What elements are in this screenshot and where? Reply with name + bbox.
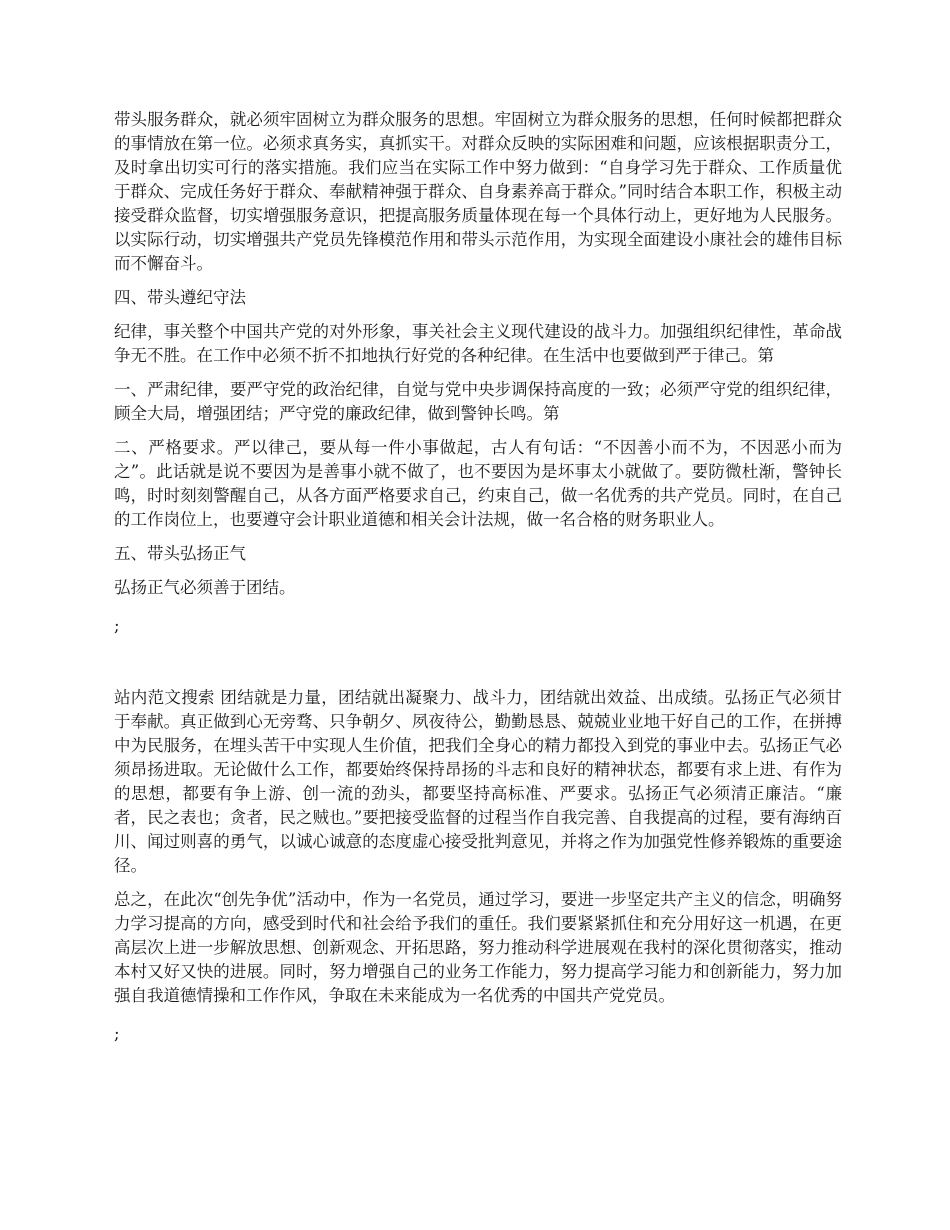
separator-semicolon: ; xyxy=(114,616,120,635)
paragraph-serve-masses: 带头服务群众，就必须牢固树立为群众服务的思想。牢固树立为群众服务的思想，任何时候都把群众的事情放在第一位。必须求真务实，真抓实干。对群众反映的实际困难和问题，应该根据职责分工，及时拿出切实可行的落实措施。我们应当在实际工作中努力做到：“自身学习先于群众、工作质量优于群众、完成任务好于群众、奉献精神强于群众、自身素养高于群众。”同时结合本职工作，积极主动接受群众监督，切实增强服务意识，把提高服务质量体现在每一个具体行动上，更好地为人民服务。以实际行动，切实增强共产党员先锋模范作用和带头示范作用，为实现全面建设小康社会的雄伟目标而不懈奋斗。 xyxy=(114,110,842,273)
heading-section-five: 五、带头弘扬正气 xyxy=(114,544,246,563)
paragraph-discipline: 纪律，事关整个中国共产党的对外形象，事关社会主义现代建设的战斗力。加强组织纪律性，革命战争无不胜。在工作中必须不折不扣地执行好党的各种纪律。在生活中也要做到严于律己。第 xyxy=(114,322,842,365)
heading-section-four: 四、带头遵纪守法 xyxy=(114,288,246,307)
paragraph-righteousness: 站内范文搜索 团结就是力量，团结就出凝聚力、战斗力，团结就出效益、出成绩。弘扬正气必须甘于奉献。真正做到心无旁骛、只争朝夕、夙夜待公，勤勤恳恳、兢兢业业地干好自己的工作，在拼搏中为民服务，在埋头苦干中实现人生价值，把我们全身心的精力都投入到党的事业中去。弘扬正气必须昂扬进取。无论做什么工作，都要始终保持昂扬的斗志和良好的精神状态，都要有求上进、有作为的思想，都要有争上游、创一流的劲头，都要坚持高标准、严要求。弘扬正气必须清正廉洁。“廉者，民之表也；贪者，民之贼也。”要把接受监督的过程当作自我完善、自我提高的过程，要有海纳百川、闻过则喜的勇气，以诚心诚意的态度虚心接受批判意见，并将之作为加强党性修养锻炼的重要途径。 xyxy=(114,688,842,875)
document-body xyxy=(114,108,842,1056)
paragraph-unity: 弘扬正气必须善于团结。 xyxy=(114,578,296,597)
paragraph-conclusion: 总之，在此次“创先争优”活动中，作为一名党员，通过学习，要进一步坚定共产主义的信念，明确努力学习提高的方向，感受到时代和社会给予我们的重任。我们要紧紧抓住和充分用好这一机遇，在更高层次上进一步解放思想、创新观念、开拓思路，努力推动科学进展观在我村的深化贯彻落实，推动本村又好又快的进展。同时，努力增强自己的业务工作能力，努力提高学习能力和创新能力，努力加强自我道德情操和工作作风，争取在未来能成为一名优秀的中国共产党党员。 xyxy=(114,890,842,1005)
paragraph-strict-requirements: 二、严格要求。严以律己，要从每一件小事做起，古人有句话：“不因善小而不为，不因恶小而为之”。此话就是说不要因为是善事小就不做了，也不要因为是坏事太小就做了。要防微杜渐，警钟长鸣，时时刻刻警醒自己，从各方面严格要求自己，约束自己，做一名优秀的共产党员。同时，在自己的工作岗位上，也要遵守会计职业道德和相关会计法规，做一名合格的财务职业人。 xyxy=(114,438,842,529)
separator-semicolon-end: ; xyxy=(114,1024,120,1043)
section-gap xyxy=(114,648,842,686)
paragraph-strict-discipline: 一、严肃纪律，要严守党的政治纪律，自觉与党中央步调保持高度的一致；必须严守党的组织纪律，顾全大局，增强团结；严守党的廉政纪律，做到警钟长鸣。第 xyxy=(114,380,842,423)
